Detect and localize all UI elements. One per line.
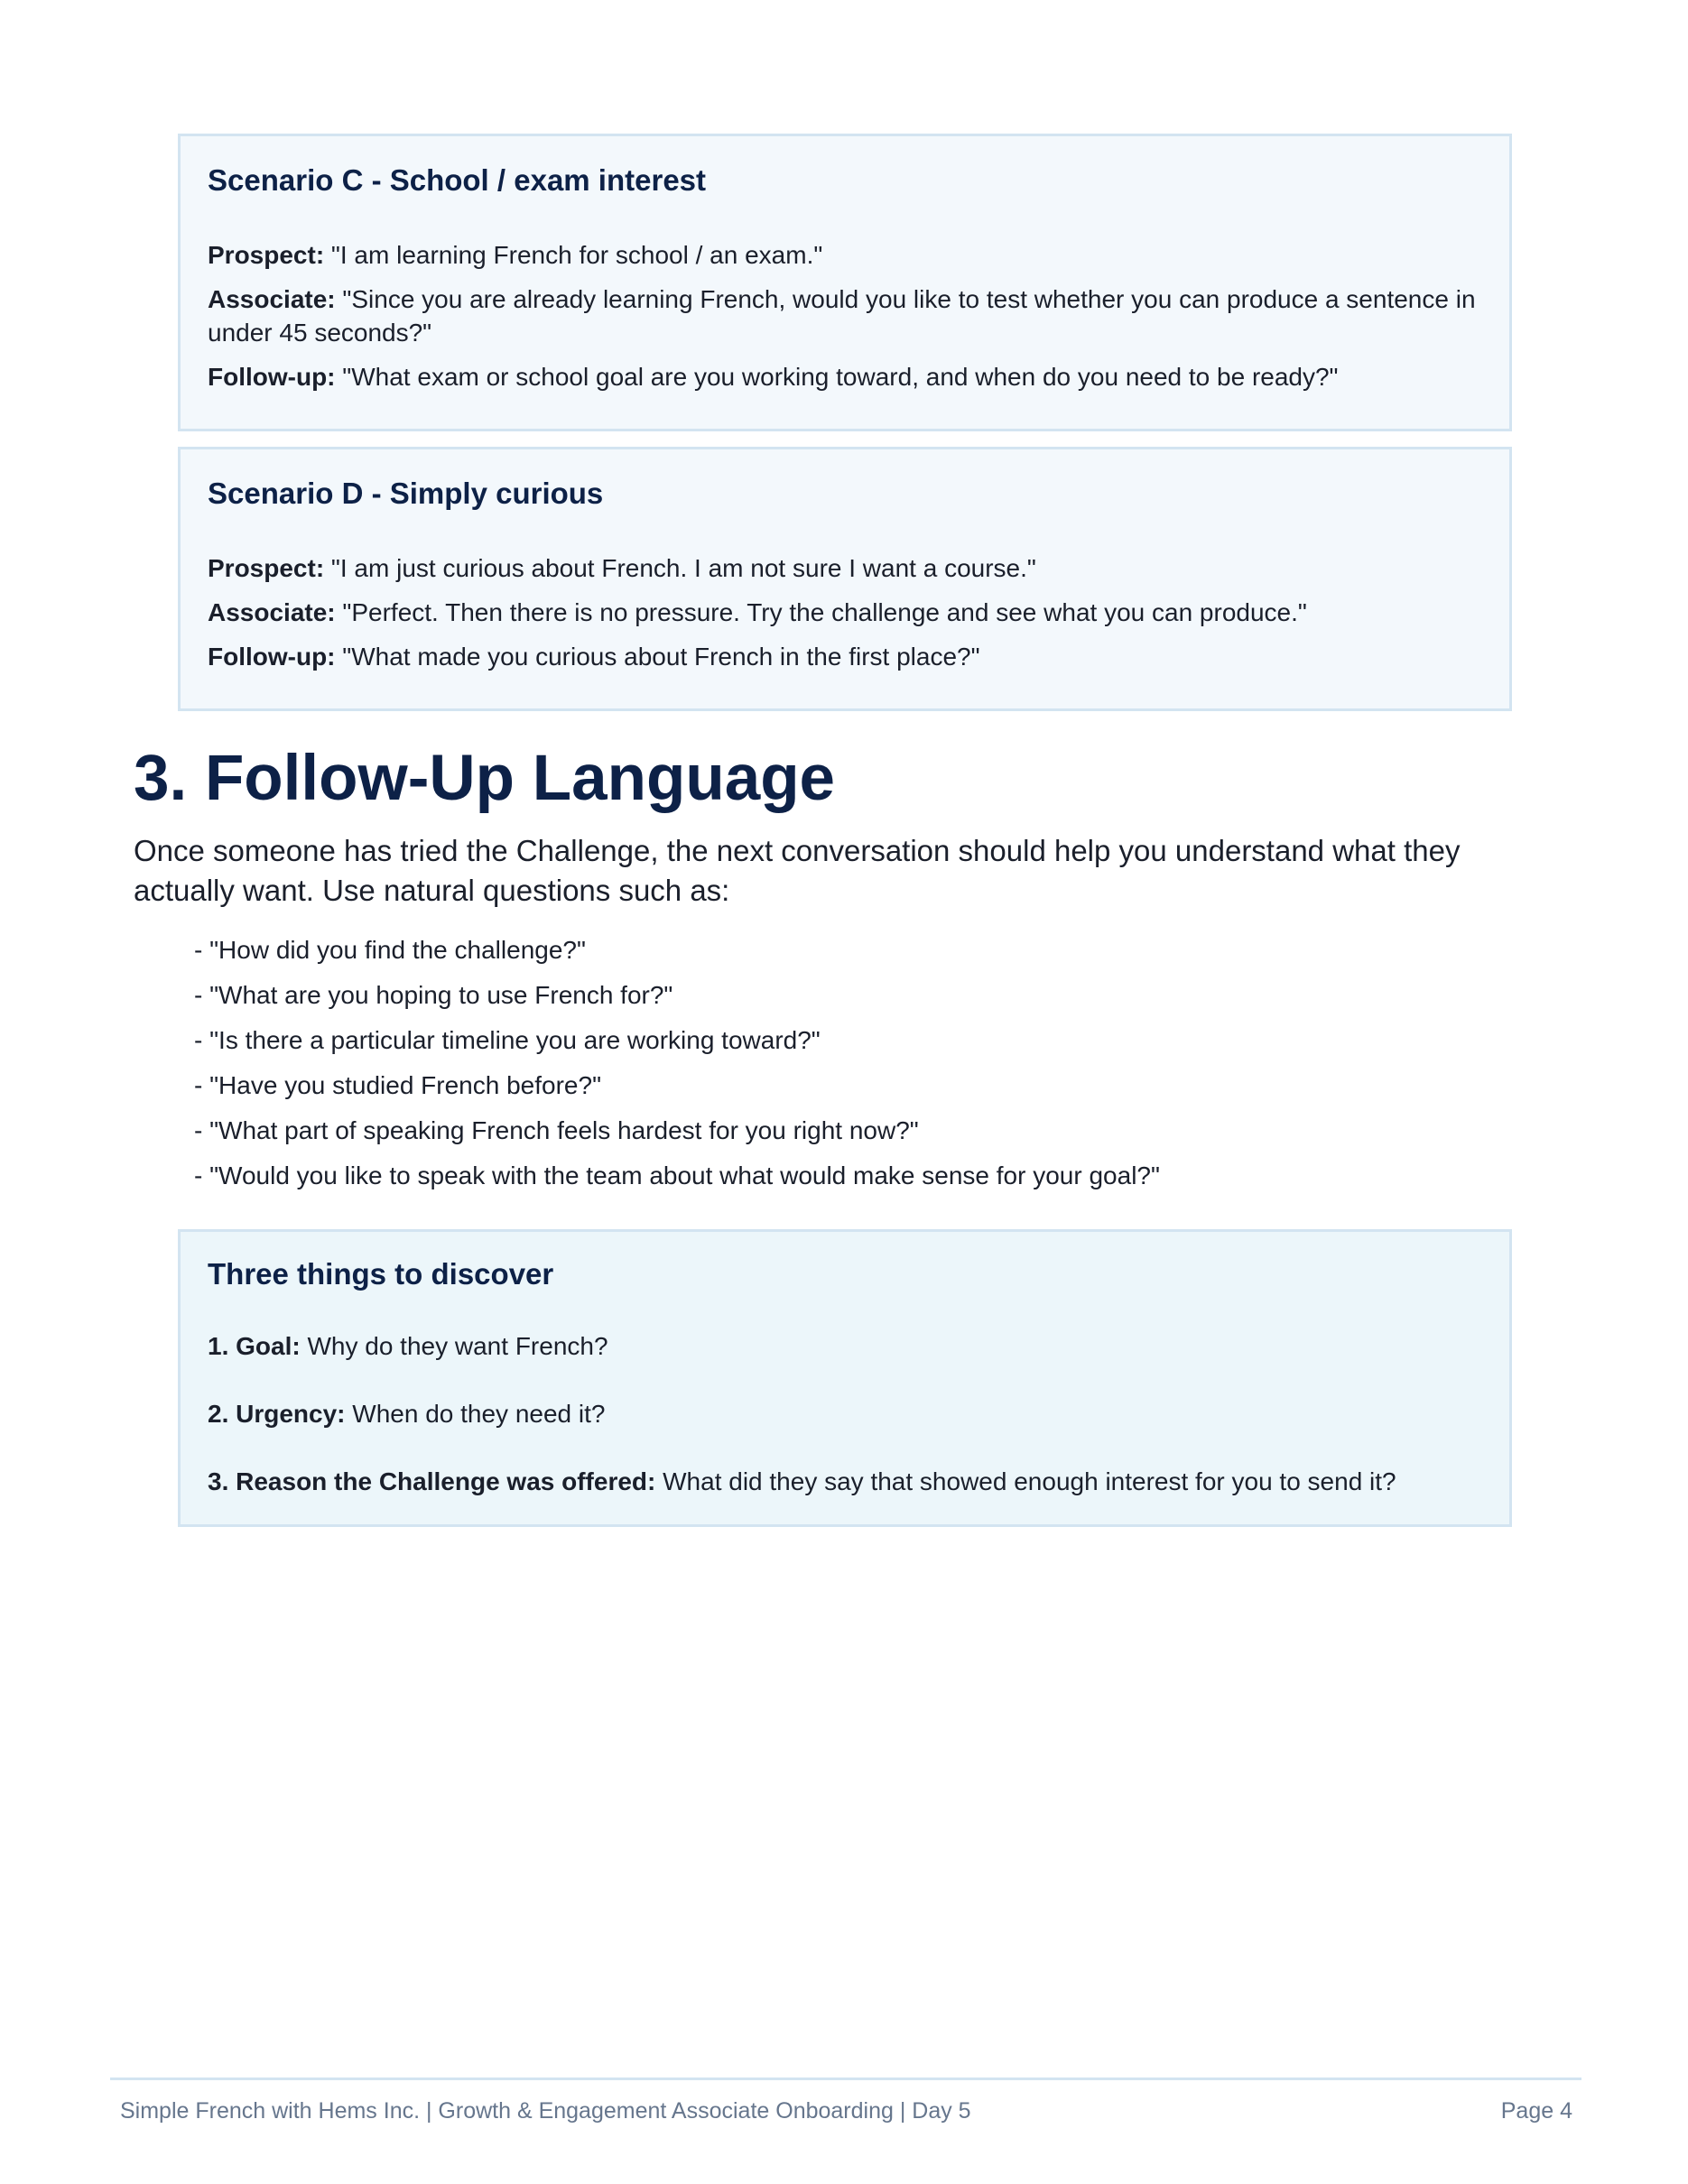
section-intro: Once someone has tried the Challenge, the next conversation should help you understand what they actually want. Use natural questions such as: — [134, 834, 1461, 907]
footer-page-number: Page 4 — [1500, 2098, 1572, 2124]
discover-item-label: 3. Reason the Challenge was offered: — [208, 1467, 656, 1495]
discover-item-urgency — [208, 1397, 1482, 1430]
footer-doc-info: Simple French with Hems Inc. | Growth & Engagement Associate Onboarding | Day 5 — [120, 2098, 971, 2124]
associate-label: Associate: — [208, 598, 336, 626]
follow-up-label: Follow-up: — [208, 363, 336, 391]
list-item: - "What are you hoping to use French for?" — [194, 981, 673, 1009]
discover-title: Three things to discover — [208, 1257, 554, 1291]
section-heading: 3. Follow-Up Language — [134, 743, 836, 814]
scenario-d-card — [178, 447, 1512, 711]
follow-up-questions-list — [194, 935, 1160, 1206]
scenario-c-card — [178, 134, 1512, 431]
prospect-label: Prospect: — [208, 241, 325, 269]
prospect-label: Prospect: — [208, 554, 325, 582]
associate-label: Associate: — [208, 285, 336, 313]
scenario-c-associate — [208, 282, 1482, 349]
list-item: - "Would you like to speak with the team about what would make sense for your goal?" — [194, 1161, 1160, 1189]
scenario-d-follow-up — [208, 640, 1482, 673]
list-item: - "Have you studied French before?" — [194, 1071, 602, 1099]
discover-item-goal — [208, 1329, 1482, 1363]
discover-item-label: 2. Urgency: — [208, 1400, 346, 1428]
follow-up-text: "What made you curious about French in the first place?" — [335, 643, 980, 671]
scenario-c-prospect — [208, 238, 1482, 272]
scenario-d-prospect — [208, 551, 1482, 585]
discover-item-text: Why do they want French? — [300, 1332, 608, 1360]
discover-item-text: What did they say that showed enough interest for you to send it? — [655, 1467, 1396, 1495]
scenario-d-title: Scenario D - Simply curious — [208, 477, 604, 510]
follow-up-text: "What exam or school goal are you working toward, and when do you need to be ready?" — [335, 363, 1339, 391]
discover-card — [178, 1229, 1512, 1527]
scenario-c-follow-up — [208, 360, 1482, 393]
list-item: - "How did you find the challenge?" — [194, 936, 586, 964]
list-item: - "Is there a particular timeline you are working toward?" — [194, 1026, 821, 1054]
scenario-c-title: Scenario C - School / exam interest — [208, 163, 707, 197]
discover-item-text: When do they need it? — [345, 1400, 606, 1428]
discover-item-label: 1. Goal: — [208, 1332, 301, 1360]
associate-text: "Perfect. Then there is no pressure. Try the challenge and see what you can produce." — [335, 598, 1307, 626]
prospect-text: "I am learning French for school / an exam." — [324, 241, 823, 269]
discover-item-reason — [208, 1465, 1482, 1498]
associate-text: "Since you are already learning French, would you like to test whether you can produce a sentence in under 45 seconds?" — [208, 285, 1476, 347]
list-item: - "What part of speaking French feels hardest for you right now?" — [194, 1116, 919, 1144]
scenario-d-associate — [208, 596, 1482, 629]
footer-divider — [110, 2078, 1581, 2080]
prospect-text: "I am just curious about French. I am not sure I want a course." — [324, 554, 1036, 582]
follow-up-label: Follow-up: — [208, 643, 336, 671]
